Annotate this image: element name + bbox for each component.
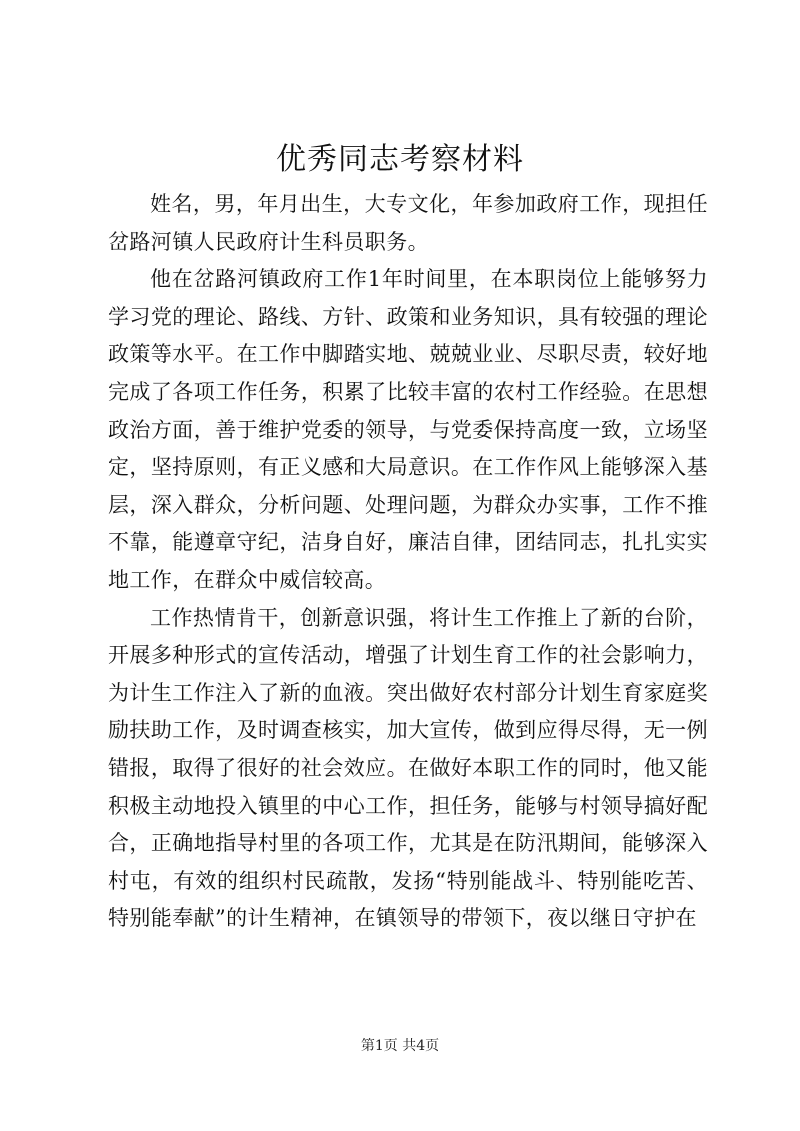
document-body: [108, 186, 708, 938]
document-title: 优秀同志考察材料: [276, 142, 524, 177]
paragraph-3: 工作热情肯干，创新意识强，将计生工作推上了新的台阶，开展多种形式的宣传活动，增强了计划生育工作的社会影响力，为计生工作注入了新的血液。突出做好农村部分计划生育家庭奖励扶助工作，及时调查核实，加大宣传，做到应得尽得，无一例错报，取得了很好的社会效应。在做好本职工作的同时，他又能积极主动地投入镇里的中心工作，担任务，能够与村领导搞好配合，正确地指导村里的各项工作，尤其是在防汛期间，能够深入村屯，有效的组织村民疏散，发扬“特别能战斗、特别能吃苦、特别能奉献”的计生精神，在镇领导的带领下，夜以继日守护在: [108, 605, 708, 931]
paragraph-2: 他在岔路河镇政府工作1年时间里，在本职岗位上能够努力学习党的理论、路线、方针、政策和业务知识，具有较强的理论政策等水平。在工作中脚踏实地、兢兢业业、尽职尽责，较好地完成了各项工作任务，积累了比较丰富的农村工作经验。在思想政治方面，善于维护党委的领导，与党委保持高度一致，立场坚定，坚持原则，有正义感和大局意识。在工作作风上能够深入基层，深入群众，分析问题、处理问题，为群众办实事，工作不推不靠，能遵章守纪，洁身自好，廉洁自律，团结同志，扎扎实实地工作，在群众中威信较高。: [108, 267, 708, 592]
paragraph-1: 姓名，男，年月出生，大专文化，年参加政府工作，现担任岔路河镇人民政府计生科员职务。: [108, 192, 708, 254]
page-footer: 第1页 共4页: [360, 1038, 440, 1054]
